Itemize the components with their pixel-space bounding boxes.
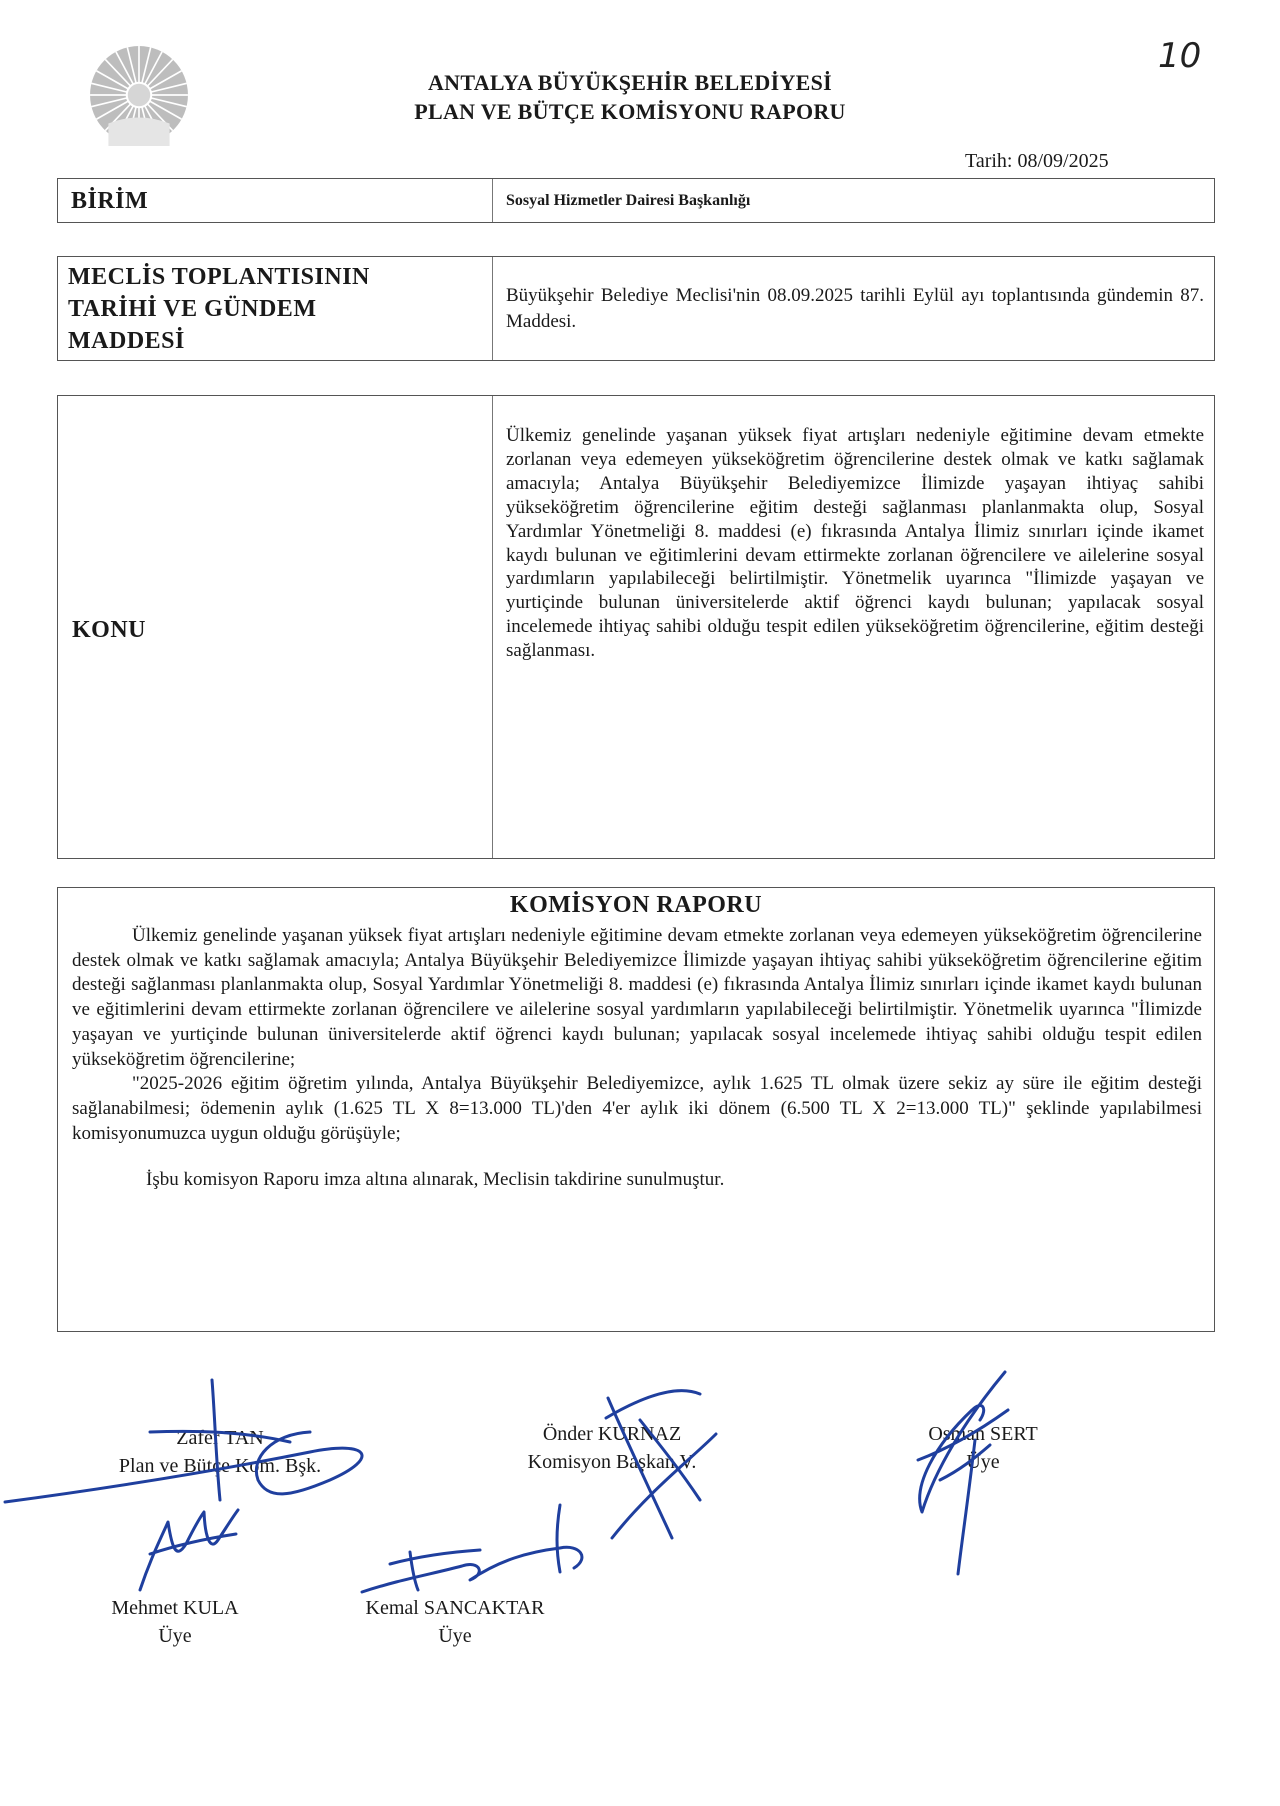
signature-block-5 xyxy=(330,1594,580,1650)
signer-role: Üye xyxy=(158,1625,192,1647)
konu-label: KONU xyxy=(72,617,146,643)
signature-stroke-mehmet-kula xyxy=(140,1510,238,1590)
report-body xyxy=(72,924,1202,1193)
report-paragraph-2: "2025-2026 eğitim öğretim yılında, Antalya Büyükşehir Belediyemizce, aylık 1.625 TL olmak üzere sekiz ay süre ile eğitim desteği sağlanabilmesi; ödemenin aylık (1.625 TL X 8=13.000 TL)'den 4'er aylık iki dönem (6.500 TL X 2=13.000 TL)" şeklinde yapılabilmesi komisyonumuzca uygun olduğu görüşüyle; xyxy=(72,1073,1202,1144)
meclis-label-line-1: MECLİS TOPLANTISININ xyxy=(68,264,370,290)
meclis-section xyxy=(57,256,1215,361)
signature-stroke-kemal-sancaktar xyxy=(362,1505,582,1592)
birim-label: BİRİM xyxy=(71,188,149,214)
meclis-label xyxy=(68,261,370,357)
signer-role: Plan ve Bütçe Kom. Bşk. xyxy=(118,1455,322,1477)
municipality-logo-icon xyxy=(88,44,190,146)
document-date: Tarih: 08/09/2025 xyxy=(965,150,1109,172)
signer-name: Zafer TAN xyxy=(176,1427,264,1449)
report-paragraph-1: Ülkemiz genelinde yaşanan yüksek fiyat artışları nedeniyle eğitimine devam etmekte zorlanan veya edemeyen yükseköğretim öğrencilerine destek olmak ve katkı sağlamak amacıyla; Antalya Büyükşehir Belediyemizce İlimizde yaşayan ihtiyaç sahibi yükseköğretim öğrencilerine eğitim desteği sağlanması planlanmakta olup, Sosyal Yardımlar Yönetmeliği 8. maddesi (e) fıkrasında Antalya İlimiz sınırları içinde ikamet kaydı bulunan ve eğitimlerini devam ettirmekte zorlanan öğrencilere ve ailelerine sosyal yardımların yapılabileceği belirtilmiştir. Yönetmelik uyarınca "İlimizde yaşayan ve yurtiçinde bulunan üniversitelerde aktif öğrenci kaydı bulunan; yapılacak sosyal incelemede ihtiyaç sahibi olduğu tespit edilen yükseköğretim öğrencilerine; xyxy=(72,925,1202,1070)
title-line-1: ANTALYA BÜYÜKŞEHİR BELEDİYESİ xyxy=(427,70,833,95)
komisyon-raporu-section xyxy=(57,887,1215,1332)
birim-value: Sosyal Hizmetler Dairesi Başkanlığı xyxy=(506,192,751,209)
signer-name: Önder KURNAZ xyxy=(542,1423,682,1445)
signature-block-1 xyxy=(70,1424,370,1480)
meclis-value: Büyükşehir Belediye Meclisi'nin 08.09.2025 tarihli Eylül ayı toplantısında gündemin 87. Maddesi. xyxy=(506,285,1204,332)
handwritten-page-number: 10 xyxy=(1158,36,1202,76)
signer-name: Mehmet KULA xyxy=(111,1597,239,1619)
signer-role: Üye xyxy=(966,1451,1000,1473)
report-title: KOMİSYON RAPORU xyxy=(509,892,763,918)
konu-value: Ülkemiz genelinde yaşanan yüksek fiyat artışları nedeniyle eğitimine devam etmekte zorlanan veya edemeyen yükseköğretim öğrencilerine destek olmak ve katkı sağlamak amacıyla; Antalya Büyükşehir Belediyemizce İlimizde yaşayan ihtiyaç sahibi yükseköğretim öğrencilerine eğitim desteği sağlanması planlanmakta olup, Sosyal Yardımlar Yönetmeliği 8. maddesi (e) fıkrasında Antalya İlimiz sınırları içinde ikamet kaydı bulunan ve eğitimlerini devam ettirmekte zorlanan öğrencilere ve ailelerine sosyal yardımların yapılabileceği belirtilmiştir. Yönetmelik uyarınca "İlimizde yaşayan ve yurtiçinde bulunan üniversitelerde aktif öğrenci kaydı bulunan; yapılacak sosyal incelemede ihtiyaç sahibi olduğu tespit edilen yükseköğretim öğrencilerine, eğitim desteği sağlanması. xyxy=(506,425,1204,662)
signer-name: Osman SERT xyxy=(928,1423,1038,1445)
title-line-2: PLAN VE BÜTÇE KOMİSYONU RAPORU xyxy=(414,99,846,124)
signer-name: Kemal SANCAKTAR xyxy=(365,1597,545,1619)
signature-block-4 xyxy=(70,1594,280,1650)
meclis-label-line-2: TARİHİ VE GÜNDEM xyxy=(68,296,317,322)
report-closing: İşbu komisyon Raporu imza altına alınarak, Meclisin takdirine sunulmuştur. xyxy=(146,1169,725,1191)
signer-role: Üye xyxy=(438,1625,472,1647)
signature-block-3 xyxy=(868,1420,1098,1476)
birim-section xyxy=(57,178,1215,223)
signer-role: Komisyon Başkan V. xyxy=(527,1451,697,1473)
signature-block-2 xyxy=(462,1420,762,1476)
document-title xyxy=(330,68,930,126)
meclis-label-line-3: MADDESİ xyxy=(68,328,185,354)
konu-section xyxy=(57,395,1215,859)
